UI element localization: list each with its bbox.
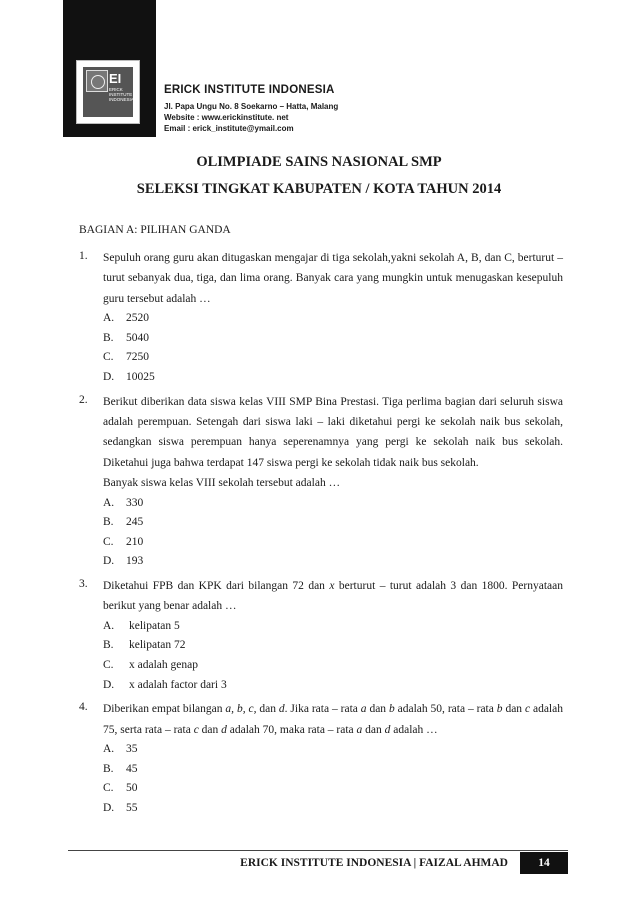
math-var: d [278,703,285,716]
option-letter: D. [103,801,115,814]
math-var: b [496,703,503,716]
math-var: a [356,723,363,736]
institute-logo [76,60,140,124]
math-var: a [360,703,367,716]
option-text: 35 [126,743,138,755]
text-part: Diberikan empat bilangan [103,703,226,716]
option-text: 210 [126,535,144,548]
option-letter: D. [103,678,115,691]
logo-text: ERICK INSTITUTE INDONESIA [109,87,134,102]
question-number: 4. [79,701,88,714]
text-part: dan [362,723,385,736]
text-part: adalah 50, rata – rata [394,703,497,716]
text-part: dan [198,723,222,736]
org-name: ERICK INSTITUTE INDONESIA [164,84,335,96]
question-number: 2. [79,393,88,406]
option-b [103,636,563,656]
page-subtitle: SELEKSI TINGKAT KABUPATEN / KOTA TAHUN 2014 [136,181,502,197]
option-b [103,760,563,780]
text-part: adalah 70, maka rata – rata [226,723,357,736]
question-body [93,699,563,818]
question-body [93,392,563,572]
option-letter: B. [103,516,114,529]
question-4 [79,699,563,818]
math-var: a, b, c, [225,703,257,716]
option-d [103,676,563,696]
question-1 [79,248,563,388]
question-text [103,576,563,617]
option-d [103,368,563,388]
option-letter: C. [103,782,114,795]
text-part: Diketahui FPB dan KPK dari bilangan 72 dan [103,580,330,592]
option-a [103,494,563,514]
option-letter: D. [103,371,115,383]
text-part: . Jika rata – rata [284,703,361,716]
question-3 [79,576,563,695]
option-text: 5040 [126,331,149,344]
question-text-2: Banyak siswa kelas VIII sekolah tersebut adalah … [103,477,341,490]
option-letter: A. [103,496,115,509]
option-text: 10025 [126,371,155,383]
math-var: b [388,703,395,716]
org-email: Email : erick_institute@ymail.com [164,124,294,133]
option-a [103,309,563,329]
option-c [103,779,563,799]
question-body [93,248,563,388]
footer-text: ERICK INSTITUTE INDONESIA | FAIZAL AHMAD [240,857,508,869]
option-text: 245 [126,516,144,529]
section-heading: BAGIAN A: PILIHAN GANDA [79,224,231,236]
page-number: 14 [520,852,568,874]
question-text [103,699,563,740]
option-text: x adalah factor dari 3 [129,678,227,691]
option-text: 2520 [126,312,149,325]
option-text: 330 [126,496,144,509]
option-text: kelipatan 72 [129,639,186,652]
option-a [103,617,563,637]
text-part: dan [256,703,279,716]
question-number: 3. [79,578,88,590]
question-text: Sepuluh orang guru akan ditugaskan mengajar di tiga sekolah,yakni sekolah A, B, dan C, berturut – turut sebanyak dua, tiga, dan lima orang. Banyak cara yang mungkin untuk menugaskan kesepuluh guru tersebut adalah … [103,252,563,305]
math-var: c [193,723,199,736]
option-text: 193 [126,555,144,568]
math-var: d [384,723,391,736]
option-letter: C. [103,659,114,671]
option-c [103,348,563,368]
option-c [103,656,563,676]
text-part: berturut – turut adalah 3 dan 1800. Pernyataan berikut yang benar adalah … [103,580,563,613]
footer-rule [68,850,568,851]
option-letter: A. [103,743,115,755]
option-text: x adalah genap [129,659,198,671]
option-c [103,533,563,553]
option-letter: B. [103,762,114,775]
question-number: 1. [79,250,88,262]
option-d [103,552,563,572]
math-var: c [524,703,531,716]
question-text: Berikut diberikan data siswa kelas VIII SMP Bina Prestasi. Tiga perlima bagian dari seluruh siswa adalah perempuan. Setengah dari siswa laki – laki diketahui pergi ke sekolah naik bus sekolah, sedangkan siswa perempuan hanya seperenamnya yang pergi ke sekolah naik bus sekolah. Diketahui juga bahwa terdapat 147 siswa pergi ke sekolah tidak naik bus sekolah. [103,395,563,469]
option-text: 50 [126,782,138,795]
option-b [103,513,563,533]
option-text: 55 [126,801,138,814]
option-letter: C. [103,351,114,364]
math-var: x [329,580,335,592]
logo-mark: EI [109,71,122,86]
header-info [164,84,338,134]
page-title: OLIMPIADE SAINS NASIONAL SMP [196,154,442,170]
question-2 [79,392,563,572]
org-website: Website : www.erickinstitute. net [164,113,289,122]
option-letter: A. [103,619,115,632]
logo-inner [83,67,133,117]
institute-crest-icon [86,70,108,92]
option-b [103,329,563,349]
option-letter: A. [103,312,115,325]
text-part: dan [366,703,389,716]
org-address: Jl. Papa Ungu No. 8 Soekarno – Hatta, Malang [164,102,339,111]
option-letter: D. [103,555,115,568]
text-part: dan [502,703,525,716]
option-text: 7250 [126,351,149,364]
option-letter: B. [103,639,114,652]
option-d [103,799,563,819]
option-letter: B. [103,331,114,344]
math-var: d [221,723,227,736]
text-part: adalah … [390,723,438,736]
option-letter: C. [103,535,114,548]
question-body [93,576,563,695]
option-text: kelipatan 5 [129,619,180,632]
question-content [79,222,563,818]
text-part: adalah 75, serta rata – rata [103,703,563,736]
option-a [103,740,563,760]
option-text: 45 [126,762,138,775]
